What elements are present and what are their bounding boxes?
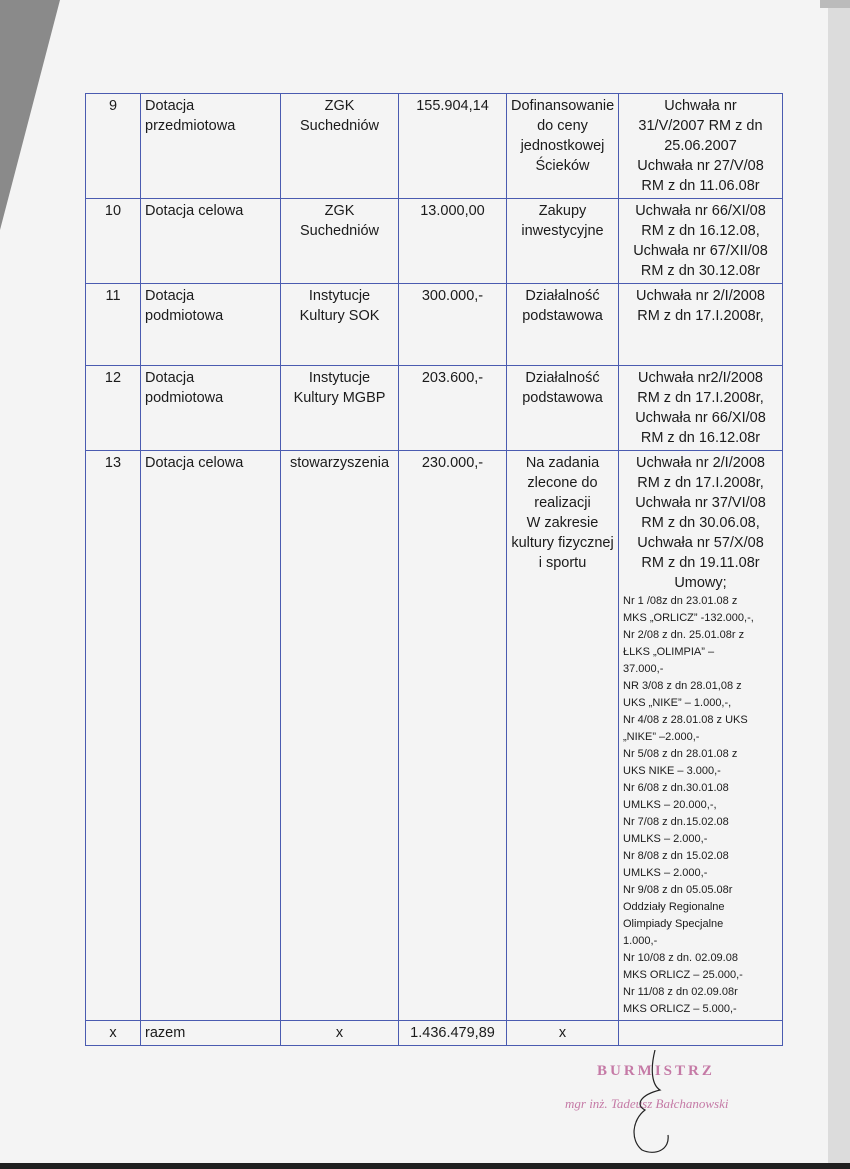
- contract-item: MKS ORLICZ – 5.000,-: [623, 1003, 737, 1015]
- refs-line: RM z dn 17.I.2008r,: [637, 390, 764, 406]
- stamp-name: mgr inż. Tadeusz Bałchanowski: [565, 1096, 729, 1111]
- refs-line: RM z dn 17.I.2008r,: [637, 308, 764, 324]
- amount: 300.000,-: [399, 284, 507, 366]
- purpose-line: inwestycyjne: [521, 223, 604, 239]
- type-line: Dotacja celowa: [145, 455, 244, 471]
- contract-item: NR 3/08 z dn 28.01,08 z: [623, 680, 742, 692]
- recipient: [281, 284, 399, 366]
- refs-line: Uchwała nr 67/XII/08: [633, 243, 768, 259]
- legal-basis: [619, 366, 783, 451]
- refs-line: RM z dn 17.I.2008r,: [637, 475, 764, 491]
- total-label: razem: [141, 1021, 281, 1046]
- contract-item: Olimpiady Specjalne: [623, 918, 724, 930]
- contract-item: MKS „ORLICZ” -132.000,-,: [623, 612, 754, 624]
- table-row: [86, 366, 783, 451]
- contract-item: Nr 2/08 z dn. 25.01.08r z: [623, 629, 745, 641]
- legal-basis: [619, 199, 783, 284]
- purpose-line: realizacji: [534, 495, 591, 511]
- purpose-line: do ceny: [537, 118, 588, 134]
- table-row: [86, 284, 783, 366]
- type-line: podmiotowa: [145, 390, 224, 406]
- recipient-line: Kultury SOK: [299, 308, 380, 324]
- refs-line: Uchwała nr 57/X/08: [637, 535, 764, 551]
- purpose-line: podstawowa: [522, 390, 603, 406]
- purpose-line: Działalność: [525, 370, 600, 386]
- purpose-line: Na zadania: [525, 455, 600, 471]
- contract-item: UMLKS – 2.000,-: [623, 833, 708, 845]
- recipient: [281, 451, 399, 1021]
- amount: 13.000,00: [399, 199, 507, 284]
- purpose-line: i sportu: [538, 555, 587, 571]
- purpose-line: W zakresie: [526, 515, 599, 531]
- purpose: [507, 451, 619, 1021]
- total-x-no: x: [86, 1021, 141, 1046]
- refs-line: RM z dn 30.06.08,: [641, 515, 760, 531]
- contract-item: Nr 7/08 z dn.15.02.08: [623, 816, 729, 828]
- row-number: 9: [86, 94, 141, 199]
- refs-line: RM z dn 30.12.08r: [640, 263, 761, 279]
- subsidy-type: [141, 451, 281, 1021]
- refs-line: Uchwała nr 27/V/08: [637, 158, 764, 174]
- purpose-line: Ścieków: [535, 158, 590, 174]
- refs-line: Uchwała nr 66/XI/08: [635, 410, 766, 426]
- recipient-line: ZGK: [324, 98, 355, 114]
- purpose-line: jednostkowej: [520, 138, 605, 154]
- purpose: [507, 284, 619, 366]
- contract-item: Nr 6/08 z dn.30.01.08: [623, 782, 729, 794]
- recipient-line: ZGK: [324, 203, 355, 219]
- contract-item: 1.000,-: [623, 935, 658, 947]
- contract-item: UKS „NIKE” – 1.000,-,: [623, 697, 732, 709]
- row-number: 11: [86, 284, 141, 366]
- purpose-line: Dofinansowanie: [511, 98, 615, 114]
- row-number: 10: [86, 199, 141, 284]
- contract-item: Nr 5/08 z dn 28.01.08 z: [623, 748, 738, 760]
- contract-item: 37.000,-: [623, 663, 664, 675]
- type-line: przedmiotowa: [145, 118, 236, 134]
- amount: 203.600,-: [399, 366, 507, 451]
- contract-item: Nr 4/08 z 28.01.08 z UKS: [623, 714, 748, 726]
- purpose: [507, 94, 619, 199]
- purpose-line: kultury fizycznej: [511, 535, 614, 551]
- scan-bottom-edge: [0, 1163, 850, 1169]
- contract-item: MKS ORLICZ – 25.000,-: [623, 969, 743, 981]
- row-number: 13: [86, 451, 141, 1021]
- recipient-line: Instytucje: [308, 370, 371, 386]
- recipient-line: Kultury MGBP: [293, 390, 386, 406]
- recipient-line: Suchedniów: [300, 118, 379, 134]
- contract-item: Oddziały Regionalne: [623, 901, 725, 913]
- contract-item: UMLKS – 2.000,-: [623, 867, 708, 879]
- refs-line: 25.06.2007: [664, 138, 737, 154]
- contract-item: „NIKE” –2.000,-: [623, 731, 700, 743]
- total-x-recipient: x: [281, 1021, 399, 1046]
- recipient: [281, 94, 399, 199]
- refs-line: Uchwała nr 37/VI/08: [635, 495, 766, 511]
- purpose-line: zlecone do: [527, 475, 598, 491]
- total-row: [86, 1021, 783, 1046]
- refs-line: Uchwała nr 2/I/2008: [636, 455, 765, 471]
- row-number: 12: [86, 366, 141, 451]
- contract-item: Nr 11/08 z dn 02.09.08r: [623, 986, 738, 998]
- refs-line: Uchwała nr: [664, 98, 737, 114]
- subsidy-type: [141, 94, 281, 199]
- total-x-purpose: x: [507, 1021, 619, 1046]
- stamp-title: BURMISTRZ: [597, 1063, 715, 1079]
- refs-line: Umowy;: [674, 575, 727, 591]
- scan-top-edge: [820, 0, 850, 8]
- refs-line: RM z dn 16.12.08r: [640, 430, 761, 446]
- recipient-line: stowarzyszenia: [289, 455, 390, 471]
- table-row: [86, 94, 783, 199]
- contracts-list: [623, 593, 778, 1018]
- purpose: [507, 366, 619, 451]
- scan-shadow: [0, 0, 60, 230]
- type-line: Dotacja celowa: [145, 203, 244, 219]
- type-line: Dotacja: [145, 370, 195, 386]
- contract-item: Nr 10/08 z dn. 02.09.08: [623, 952, 738, 964]
- subsidy-type: [141, 366, 281, 451]
- contract-item: Nr 9/08 z dn 05.05.08r: [623, 884, 733, 896]
- recipient-line: Suchedniów: [300, 223, 379, 239]
- refs-line: RM z dn 19.11.08r: [641, 555, 760, 571]
- recipient: [281, 366, 399, 451]
- refs-line: Uchwała nr 2/I/2008: [636, 288, 765, 304]
- purpose-line: Zakupy: [538, 203, 587, 219]
- contract-item: UKS NIKE – 3.000,-: [623, 765, 721, 777]
- type-line: Dotacja: [145, 98, 195, 114]
- subsidy-table: [85, 93, 783, 1046]
- contract-item: Nr 1 /08z dn 23.01.08 z: [623, 595, 738, 607]
- legal-basis: [619, 284, 783, 366]
- refs-line: Uchwała nr 66/XI/08: [635, 203, 766, 219]
- purpose-line: podstawowa: [522, 308, 603, 324]
- purpose: [507, 199, 619, 284]
- recipient: [281, 199, 399, 284]
- recipient-line: Instytucje: [308, 288, 371, 304]
- table-row: [86, 199, 783, 284]
- contract-item: Nr 8/08 z dn 15.02.08: [623, 850, 729, 862]
- total-amount: 1.436.479,89: [399, 1021, 507, 1046]
- amount: 230.000,-: [399, 451, 507, 1021]
- amount: 155.904,14: [399, 94, 507, 199]
- refs-line: RM z dn 16.12.08,: [641, 223, 760, 239]
- purpose-line: Działalność: [525, 288, 600, 304]
- signature-stamp: [560, 1050, 760, 1160]
- refs-line: 31/V/2007 RM z dn: [638, 118, 763, 134]
- contract-item: UMLKS – 20.000,-,: [623, 799, 717, 811]
- legal-basis: [619, 451, 783, 1021]
- refs-line: RM z dn 11.06.08r: [641, 178, 760, 194]
- total-refs: [619, 1021, 783, 1046]
- contract-item: ŁLKS „OLIMPIA” –: [623, 646, 715, 658]
- subsidy-type: [141, 199, 281, 284]
- scan-right-edge: [828, 0, 850, 1169]
- handwritten-signature: [610, 1050, 680, 1160]
- type-line: Dotacja: [145, 288, 195, 304]
- type-line: podmiotowa: [145, 308, 224, 324]
- table-row: [86, 451, 783, 1021]
- legal-basis: [619, 94, 783, 199]
- refs-line: Uchwała nr2/I/2008: [638, 370, 763, 386]
- subsidy-type: [141, 284, 281, 366]
